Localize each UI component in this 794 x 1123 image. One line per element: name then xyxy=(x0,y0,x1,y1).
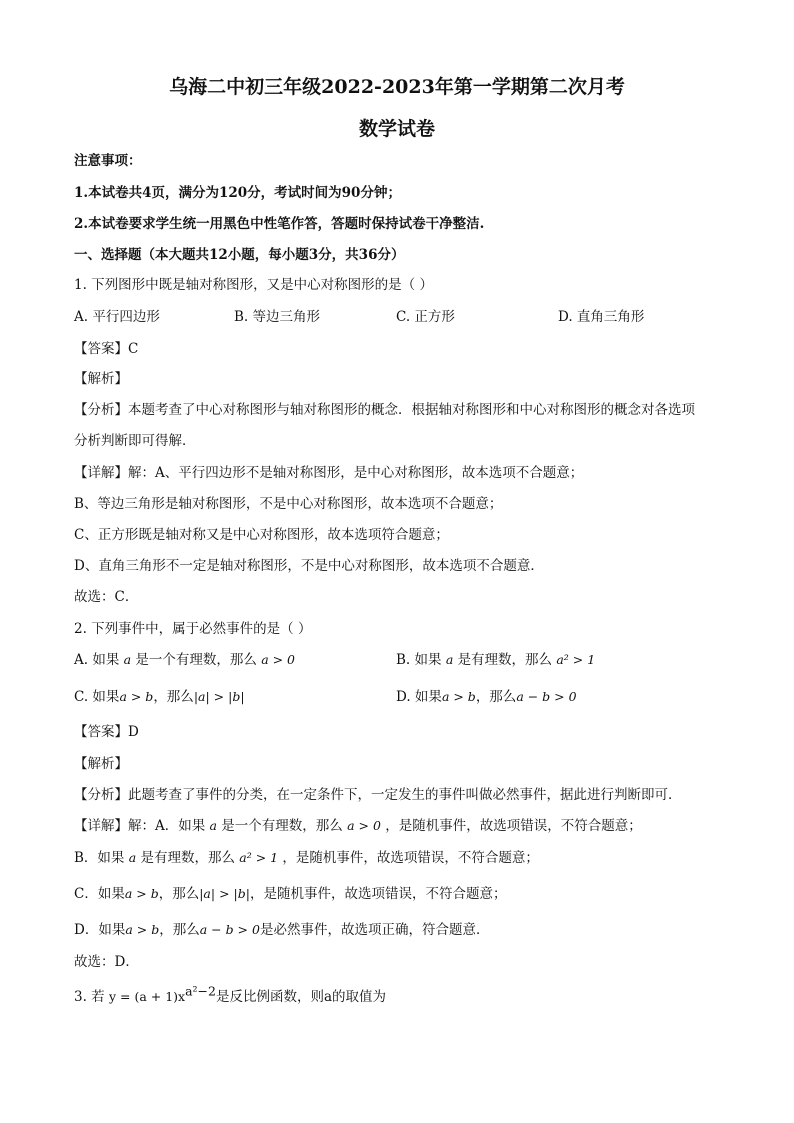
q2-analysis-label: 【解析】 xyxy=(74,756,128,772)
q2-detail-2: B．如果 a 是有理数，那么 a² > 1 ，是随机事件，故选项错误，不符合题意； xyxy=(74,850,539,866)
q1-detail-1: 【详解】解：A、平行四边形不是轴对称图形，是中心对称图形，故本选项不合题意； xyxy=(74,465,584,481)
q1-option-a: A. 平行四边形 xyxy=(74,309,160,325)
q1-analysis-2: 分析判断即可得解． xyxy=(74,433,196,449)
exam-title: 乌海二中初三年级2022-2023年第一学期第二次月考 xyxy=(169,76,625,98)
q2-option-a: A. 如果 a 是一个有理数，那么 a > 0 xyxy=(74,652,296,668)
q2-detail-1: 【详解】解：A．如果 a 是一个有理数，那么 a > 0 ，是随机事件，故选项错误，不符合题意； xyxy=(74,818,642,834)
q1-option-c: C. 正方形 xyxy=(396,309,455,325)
q1-analysis-1: 【分析】本题考查了中心对称图形与轴对称图形的概念．根据轴对称图形和中心对称图形的概念对各选项 xyxy=(74,402,695,418)
q1-detail-2: B、等边三角形是轴对称图形，不是中心对称图形，故本选项不合题意； xyxy=(74,496,503,512)
q1-conclusion: 故选：C． xyxy=(74,589,139,605)
q3-stem: 3. 若 $y = (a + 1)x^{a^2-2}$是反比例函数，则a的取值为 xyxy=(74,983,387,1005)
q1-answer: 【答案】C xyxy=(74,341,139,357)
q1-detail-3: C、正方形既是轴对称又是中心对称图形，故本选项符合题意； xyxy=(74,527,449,543)
q1-option-d: D. 直角三角形 xyxy=(558,309,645,325)
notice-item-1: 1.本试卷共4页，满分为120分，考试时间为90分钟； xyxy=(74,185,401,201)
q1-stem: 1. 下列图形中既是轴对称图形，又是中心对称图形的是（ ） xyxy=(74,277,433,293)
q1-detail-4: D、直角三角形不一定是轴对称图形，不是中心对称图形，故本选项不合题意． xyxy=(74,558,544,574)
q2-answer: 【答案】D xyxy=(74,724,139,740)
q2-conclusion: 故选：D． xyxy=(74,954,139,970)
q2-detail-3: C．如果a > b，那么|a| > |b|，是随机事件，故选项错误，不符合题意； xyxy=(74,886,507,902)
notice-item-2: 2.本试卷要求学生统一用黑色中性笔作答，答题时保持试卷干净整洁. xyxy=(74,216,485,232)
q2-option-c: C. 如果a > b，那么|a| > |b| xyxy=(74,689,245,705)
q1-option-b: B. 等边三角形 xyxy=(234,309,321,325)
q2-stem: 2. 下列事件中，属于必然事件的是（ ） xyxy=(74,621,312,637)
section-heading: 一、选择题（本大题共12小题，每小题3分，共36分） xyxy=(74,247,405,263)
q2-option-d: D. 如果a > b，那么a − b > 0 xyxy=(396,689,577,705)
q2-analysis: 【分析】此题考查了事件的分类，在一定条件下，一定发生的事件叫做必然事件，据此进行判断即可． xyxy=(74,787,682,803)
exam-subtitle: 数学试卷 xyxy=(358,118,435,140)
q2-detail-4: D．如果a > b，那么a − b > 0是必然事件，故选项正确，符合题意． xyxy=(74,922,490,938)
q1-analysis-label: 【解析】 xyxy=(74,371,128,387)
q2-option-b: B. 如果 a 是有理数，那么 a² > 1 xyxy=(396,652,596,668)
notice-heading: 注意事项： xyxy=(74,153,142,169)
